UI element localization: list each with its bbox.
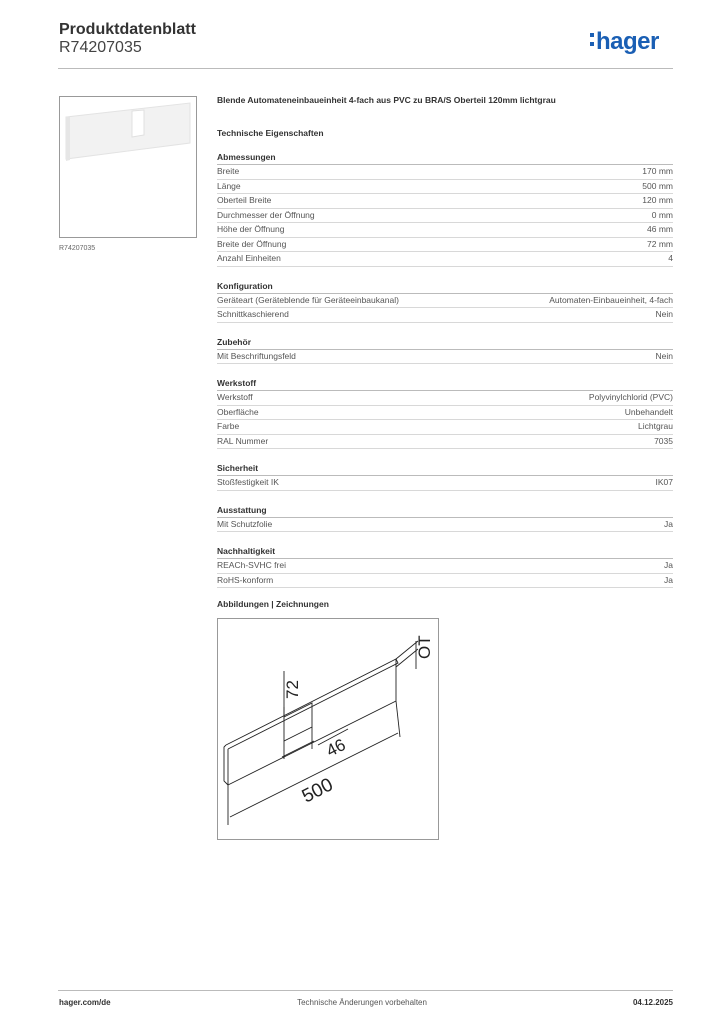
spec-label: Werkstoff: [217, 392, 253, 402]
logo-dots-icon: [590, 28, 594, 46]
spec-label: RoHS-konform: [217, 574, 274, 585]
spec-label: Farbe: [217, 421, 240, 431]
spec-row: [217, 238, 673, 253]
spec-value: 4: [668, 253, 673, 263]
spec-row: [217, 209, 673, 224]
spec-row: [217, 194, 673, 209]
spec-label: Oberfläche: [217, 406, 259, 417]
spec-group-title: Abmessungen: [217, 152, 673, 165]
spec-group: [217, 152, 673, 267]
footer-disclaimer: Technische Änderungen vorbehalten: [297, 998, 427, 1007]
product-image: [59, 96, 197, 238]
spec-row: [217, 223, 673, 238]
footer-divider: [58, 990, 673, 991]
product-image-caption: R74207035: [59, 245, 96, 252]
spec-row: [217, 252, 673, 267]
spec-value: Unbehandelt: [624, 406, 673, 417]
spec-group-title: Konfiguration: [217, 281, 673, 294]
spec-row: [217, 559, 673, 574]
spec-label: Oberteil Breite: [217, 195, 272, 205]
drawings-heading: Abbildungen | Zeichnungen: [217, 599, 329, 609]
product-details: [217, 94, 673, 588]
technical-drawing: [217, 618, 439, 840]
spec-value: Ja: [664, 518, 673, 529]
spec-label: Stoßfestigkeit IK: [217, 477, 279, 487]
spec-value: 0 mm: [651, 209, 673, 220]
spec-value: 46 mm: [647, 224, 673, 234]
product-title: Blende Automateneinbaueinheit 4-fach aus PVC zu BRA/S Oberteil 120mm lichtgrau: [217, 95, 556, 105]
spec-row: [217, 308, 673, 323]
spec-value: Automaten-Einbaueinheit, 4-fach: [549, 294, 673, 305]
spec-value: 170 mm: [642, 166, 673, 176]
dim-opening-label: 46: [323, 735, 349, 761]
spec-value: 500 mm: [642, 180, 673, 191]
spec-row: [217, 180, 673, 195]
spec-row: [217, 518, 673, 533]
product-number: R74207035: [59, 39, 142, 56]
spec-value: Nein: [655, 309, 673, 319]
spec-value: Polyvinylchlorid (PVC): [588, 392, 673, 402]
footer-date: 04.12.2025: [632, 998, 673, 1007]
spec-label: Breite: [217, 166, 240, 176]
dimension-drawing: [218, 619, 438, 839]
spec-label: REACh-SVHC frei: [217, 560, 286, 570]
spec-group-title: Zubehör: [217, 337, 673, 350]
spec-group: [217, 281, 673, 323]
spec-row: [217, 294, 673, 309]
spec-label: Anzahl Einheiten: [217, 253, 281, 263]
spec-label: Länge: [217, 180, 241, 191]
spec-row: [217, 391, 673, 406]
spec-groups: [217, 152, 673, 588]
spec-row: [217, 165, 673, 180]
spec-value: 120 mm: [642, 195, 673, 205]
spec-label: Breite der Öffnung: [217, 238, 287, 249]
spec-label: Schnittkaschierend: [217, 309, 289, 319]
spec-label: Höhe der Öffnung: [217, 224, 285, 234]
spec-group-title: Werkstoff: [217, 378, 673, 391]
spec-label: Mit Beschriftungsfeld: [217, 350, 296, 361]
specs-heading: Technische Eigenschaften: [217, 128, 324, 138]
spec-value: Ja: [664, 574, 673, 585]
dim-width-label: 72: [283, 680, 302, 699]
hager-logo: [590, 28, 659, 56]
spec-value: Ja: [664, 560, 673, 570]
spec-row: [217, 420, 673, 435]
spec-row: [217, 350, 673, 365]
spec-label: Mit Schutzfolie: [217, 518, 273, 529]
footer-website: hager.com/de: [59, 998, 111, 1007]
spec-value: 7035: [654, 435, 673, 446]
spec-row: [217, 476, 673, 491]
spec-group-title: Ausstattung: [217, 505, 673, 518]
dim-height-label: OT: [415, 635, 434, 659]
spec-group: [217, 505, 673, 533]
spec-row: [217, 574, 673, 589]
spec-label: RAL Nummer: [217, 435, 269, 446]
spec-group: [217, 337, 673, 365]
spec-label: Durchmesser der Öffnung: [217, 209, 315, 220]
spec-value: Lichtgrau: [638, 421, 673, 431]
dim-length-label: 500: [298, 774, 337, 808]
spec-label: Geräteart (Geräteblende für Geräteeinbaukanal): [217, 294, 399, 305]
spec-value: IK07: [655, 477, 673, 487]
spec-value: Nein: [655, 350, 673, 361]
spec-row: [217, 406, 673, 421]
spec-row: [217, 435, 673, 450]
spec-group: [217, 378, 673, 449]
page-title: Produktdatenblatt: [59, 21, 196, 38]
spec-value: 72 mm: [647, 238, 673, 249]
spec-group-title: Sicherheit: [217, 463, 673, 476]
logo-text: hager: [596, 28, 659, 55]
spec-group-title: Nachhaltigkeit: [217, 546, 673, 559]
spec-group: [217, 463, 673, 491]
header-divider: [58, 68, 673, 69]
spec-group: [217, 546, 673, 588]
product-panel-illustration: [60, 97, 196, 237]
